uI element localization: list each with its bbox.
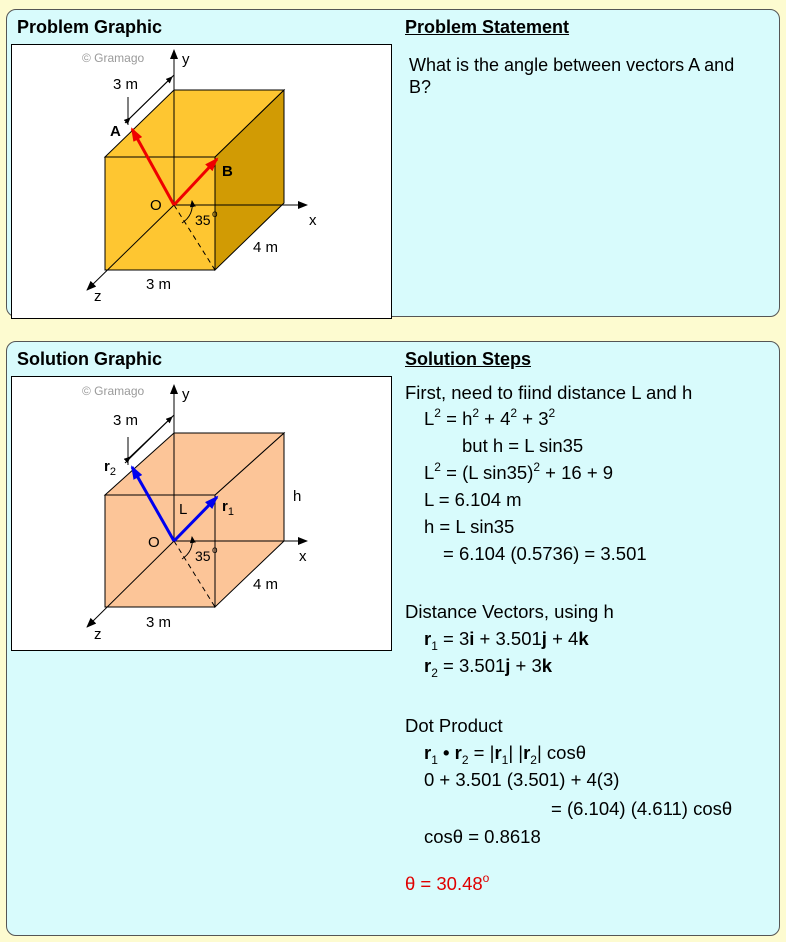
solution-steps-heading: Solution Steps (405, 349, 531, 369)
solution-graphic-heading: Solution Graphic (17, 349, 163, 369)
angle-degree: o (212, 545, 218, 556)
step-3: but h = L sin35 (462, 435, 584, 456)
x-axis-label: x (309, 212, 317, 229)
problem-panel (6, 9, 780, 317)
x-axis-label: x (299, 548, 307, 565)
label-h: h (293, 488, 302, 505)
step-9: $r_1 = 3i + 3.501j + 4k$ (424, 628, 589, 653)
problem-statement: What is the angle between vectors A and B? (409, 55, 735, 97)
problem-graphic (11, 44, 392, 319)
r2-label: $r_2$ (104, 458, 116, 478)
step-10: $r_2 = 3.501j + 3k$ (424, 655, 553, 680)
z-axis-label: z (94, 288, 102, 305)
final-answer: $\theta = 30.48^o$ (405, 871, 490, 894)
dim-bottom-label: 3 m (146, 276, 172, 293)
step-14: = (6.104) (4.611) cosθ (551, 798, 733, 819)
copyright-text: © Gramago (82, 51, 145, 65)
dim-bottom-label: 3 m (146, 614, 172, 631)
step-7: = 6.104 (0.5736) = 3.501 (443, 543, 647, 564)
step-4: $L^2 = (L$ sin35)$^2$ + 16 + 9 (424, 460, 614, 483)
dim-top-label: 3 m (113, 76, 139, 93)
solution-graphic (11, 376, 392, 651)
step-1: First, need to fiind distance L and h (405, 382, 693, 403)
problem-graphic-heading: Problem Graphic (17, 17, 163, 37)
copyright-text: © Gramago (82, 384, 145, 398)
problem-diagram (12, 45, 391, 318)
vector-a-label: A (110, 123, 121, 140)
step-5: L = 6.104 m (424, 489, 522, 510)
angle-degree: o (212, 209, 218, 220)
vector-b-label: B (222, 163, 233, 180)
problem-statement-heading: Problem Statement (405, 17, 570, 37)
angle-label: 35 (195, 548, 211, 564)
z-axis-label: z (94, 626, 102, 643)
origin-label: O (150, 197, 162, 214)
r1-label: $r_1$ (222, 498, 234, 518)
step-2: $L^2 = h^2 + 4^2 + 3^2$ (424, 406, 556, 429)
y-axis-label: y (182, 386, 190, 403)
step-15: cosθ = 0.8618 (424, 826, 541, 847)
step-8: Distance Vectors, using h (405, 601, 614, 622)
dim-top-label: 3 m (113, 412, 139, 429)
solution-panel (6, 341, 780, 936)
dim-depth-label: 4 m (253, 576, 279, 593)
label-l: L (179, 501, 188, 518)
origin-label: O (148, 534, 160, 551)
y-axis-label: y (182, 51, 190, 68)
angle-label: 35 (195, 212, 211, 228)
solution-diagram (12, 377, 391, 650)
dim-depth-label: 4 m (253, 239, 279, 256)
step-6: h = L sin35 (424, 516, 515, 537)
step-13: 0 + 3.501 (3.501) + 4(3) (424, 769, 620, 790)
step-11: Dot Product (405, 715, 503, 736)
step-12: $r_1$ • $r_2 = |r_1|$ $|r_2|$ cosθ (424, 742, 587, 767)
